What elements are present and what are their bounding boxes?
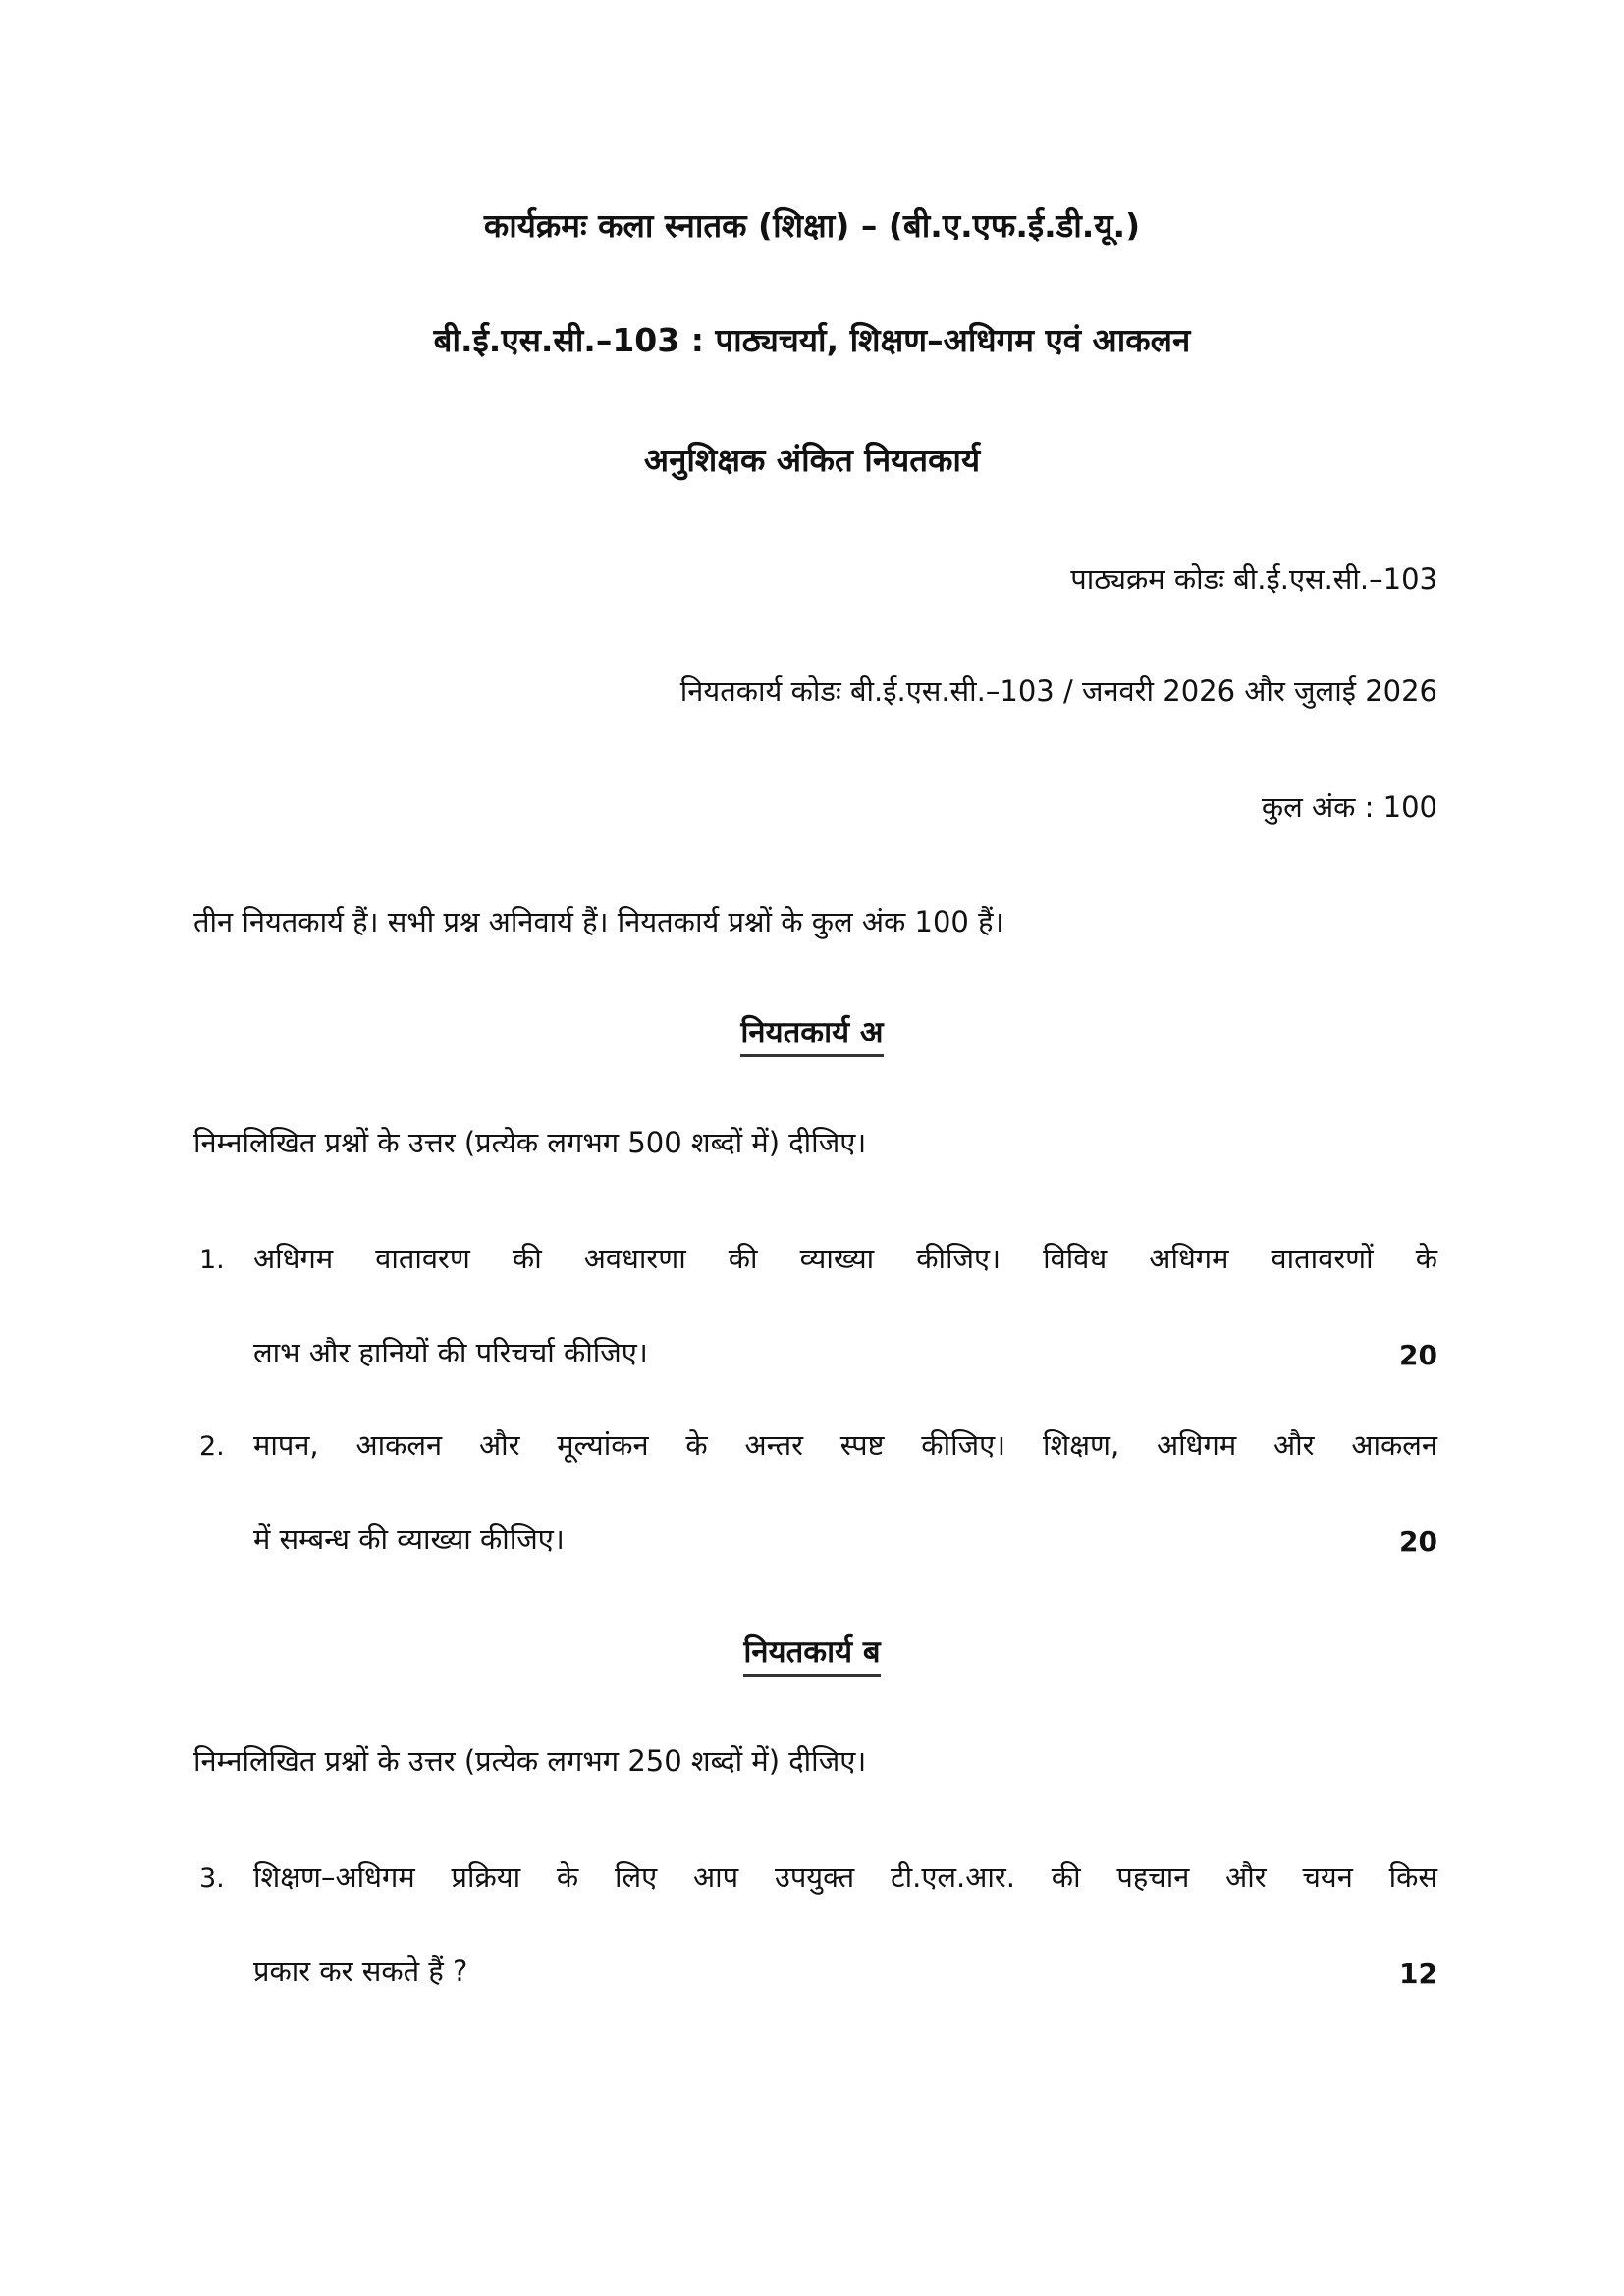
programme-title: कार्यक्रमः कला स्नातक (शिक्षा) – (बी.ए.एफ.ई.डी.यू.) (483, 206, 1141, 244)
question-text-line-1: अधिगम वातावरण की अवधारणा की व्याख्या कीजिए। विविध अधिगम वातावरणों के (253, 1242, 1437, 1275)
section-b-instruction: निम्नलिखित प्रश्नों के उत्तर (प्रत्येक लगभग 250 शब्दों में) दीजिए। (193, 1744, 867, 1778)
question-number: 2. (199, 1431, 225, 1462)
course-code: पाठ्यक्रम कोडः बी.ई.एस.सी.–103 (1070, 562, 1437, 596)
question-text-line-2: प्रकार कर सकते हैं ? (253, 1954, 468, 1988)
question-marks: 20 (1399, 1525, 1437, 1558)
question-text-line-1: मापन, आकलन और मूल्यांकन के अन्तर स्पष्ट कीजिए। शिक्षण, अधिगम और आकलन (253, 1428, 1437, 1462)
section-a-heading (0, 1015, 1624, 1050)
course-title: बी.ई.एस.सी.–103 : पाठ्यचर्या, शिक्षण–अधिगम एवं आकलन (433, 321, 1191, 359)
question-number: 1. (199, 1245, 225, 1275)
question-marks: 20 (1399, 1339, 1437, 1371)
question-marks: 12 (1399, 1957, 1437, 1990)
section-a-heading-text: नियतकार्य अ (740, 1015, 883, 1057)
assignment-code: नियतकार्य कोडः बी.ई.एस.सी.–103 / जनवरी 2026 और जुलाई 2026 (679, 674, 1437, 708)
question-text-line-2: में सम्बन्ध की व्याख्या कीजिए। (253, 1522, 565, 1556)
section-a-instruction: निम्नलिखित प्रश्नों के उत्तर (प्रत्येक लगभग 500 शब्दों में) दीजिए। (193, 1126, 867, 1159)
question-number: 3. (199, 1863, 225, 1894)
question-text-line-2: लाभ और हानियों की परिचर्चा कीजिए। (253, 1336, 648, 1369)
total-marks: कुल अंक : 100 (1261, 790, 1437, 824)
question-text-line-1: शिक्षण–अधिगम प्रक्रिया के लिए आप उपयुक्त टी.एल.आर. की पहचान और चयन किस (253, 1860, 1437, 1894)
section-b-heading (0, 1634, 1624, 1670)
section-b-heading-text: नियतकार्य ब (743, 1634, 880, 1677)
document-type-heading: अनुशिक्षक अंकित नियतकार्य (643, 441, 981, 479)
general-instructions: तीन नियतकार्य हैं। सभी प्रश्न अनिवार्य हैं। नियतकार्य प्रश्नों के कुल अंक 100 हैं। (193, 905, 1004, 938)
